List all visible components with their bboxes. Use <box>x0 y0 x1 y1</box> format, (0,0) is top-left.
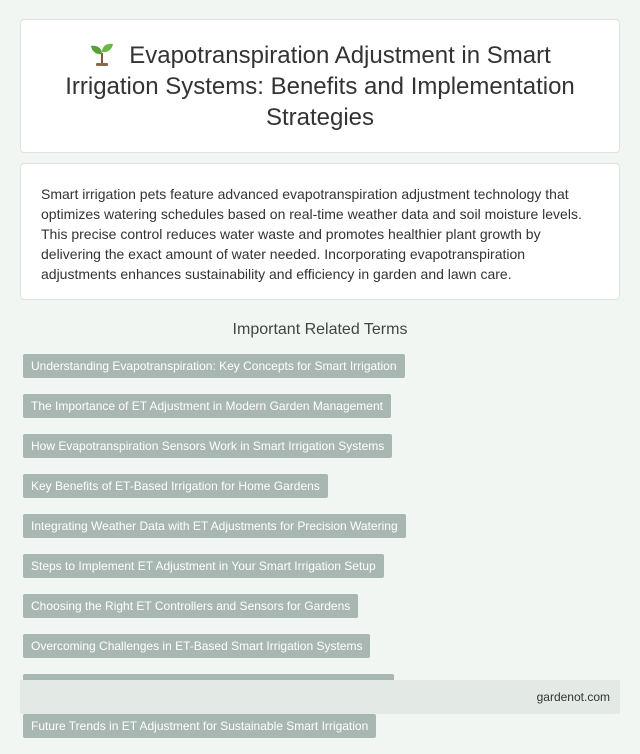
related-term-link[interactable]: The Importance of ET Adjustment in Modern Garden Management <box>23 394 391 418</box>
related-term-link[interactable]: Understanding Evapotranspiration: Key Concepts for Smart Irrigation <box>23 354 405 378</box>
footer-site-name: gardenot.com <box>536 690 610 704</box>
footer <box>20 680 620 714</box>
page-title-text: Evapotranspiration Adjustment in Smart Irrigation Systems: Benefits and Implementation Strategies <box>65 41 575 131</box>
related-term-link[interactable]: Future Trends in ET Adjustment for Sustainable Smart Irrigation <box>23 714 376 738</box>
related-term-link[interactable]: How Evapotranspiration Sensors Work in Smart Irrigation Systems <box>23 434 392 458</box>
title-card <box>20 19 620 153</box>
related-term-link[interactable]: Choosing the Right ET Controllers and Sensors for Gardens <box>23 594 358 618</box>
description-card <box>20 163 620 300</box>
related-term-link[interactable]: Key Benefits of ET-Based Irrigation for Home Gardens <box>23 474 328 498</box>
related-terms-heading: Important Related Terms <box>232 321 408 338</box>
sprout-icon <box>89 41 115 67</box>
related-term-link[interactable]: Integrating Weather Data with ET Adjustments for Precision Watering <box>23 514 406 538</box>
description-text: Smart irrigation pets feature advanced evapotranspiration adjustment technology that optimizes watering schedules based on real-time weather data and soil moisture levels. This precise control reduces water waste and promotes healthier plant growth by delivering the exact amount of water needed. Incorporating evapotranspiration adjustments enhances sustainability and efficiency in garden and lawn care. <box>41 186 582 282</box>
related-term-link[interactable]: Steps to Implement ET Adjustment in Your Smart Irrigation Setup <box>23 554 384 578</box>
related-term-link[interactable]: Overcoming Challenges in ET-Based Smart Irrigation Systems <box>23 634 370 658</box>
page-title <box>21 40 619 133</box>
